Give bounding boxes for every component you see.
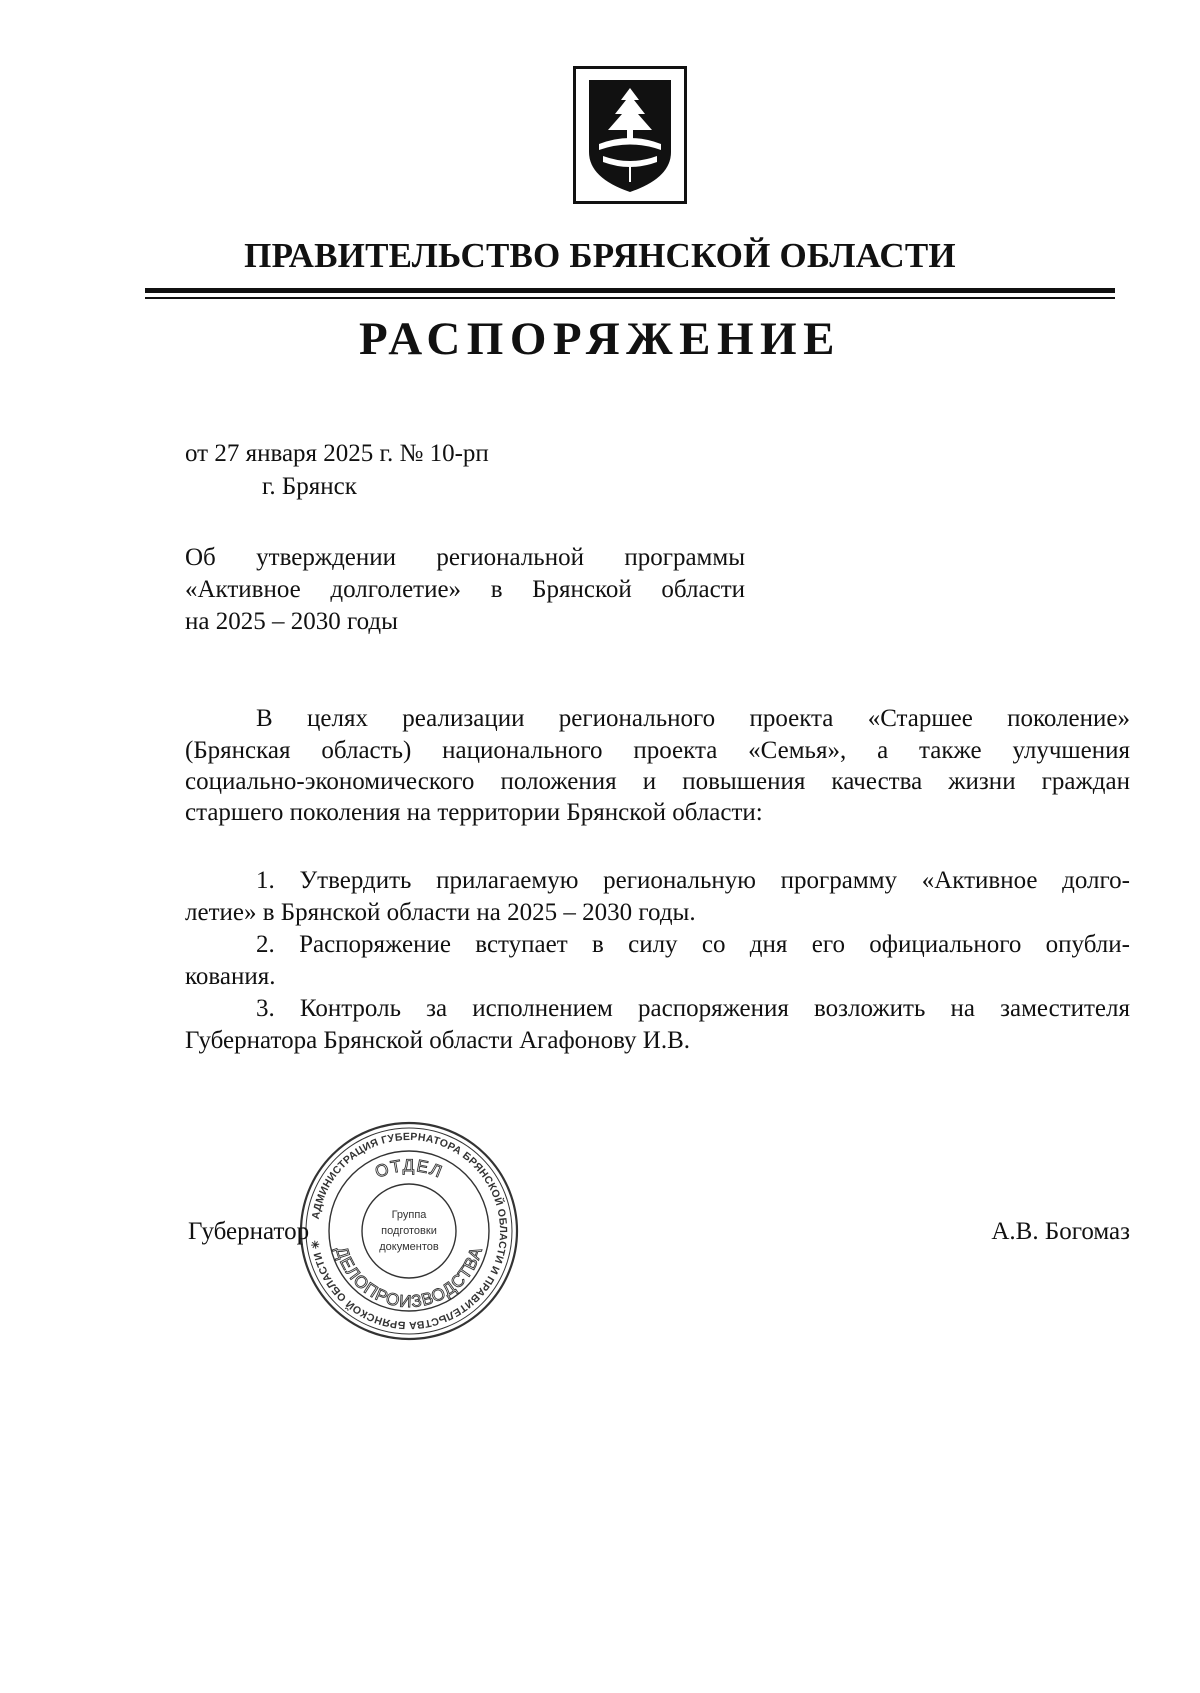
order-item-2-cont: кования.	[185, 963, 276, 990]
order-item-1-cont: летие» в Брянской области на 2025 – 2030 годы.	[185, 899, 696, 926]
order-item-3-cont: Губернатора Брянской области Агафонову И.В.	[185, 1027, 690, 1054]
signature-name: А.В. Богомаз	[991, 1218, 1130, 1245]
signature-title: Губернатор	[188, 1218, 310, 1245]
order-item-2: 2. Распоряжение вступает в силу со дня его официального опубли-	[256, 931, 1130, 958]
coat-of-arms-icon	[573, 66, 687, 204]
order-item-1: 1. Утвердить прилагаемую региональную программу «Активное долго-	[256, 867, 1130, 894]
stamp-department-text: ОТДЕЛ	[372, 1155, 446, 1182]
stamp-outer-text: АДМИНИСТРАЦИЯ ГУБЕРНАТОРА БРЯНСКОЙ ОБЛАСТИ И ПРАВИТЕЛЬСТВА БРЯНСКОЙ ОБЛАСТИ ✳	[309, 1130, 510, 1332]
subject-line: Об утверждении региональной программы	[185, 544, 745, 571]
header-rule-thin	[145, 297, 1115, 299]
intro-paragraph-line: социально-экономического положения и повышения качества жизни граждан	[185, 768, 1130, 795]
svg-text:подготовки: подготовки	[381, 1225, 437, 1237]
document-city: г. Брянск	[262, 473, 357, 500]
order-item-3: 3. Контроль за исполнением распоряжения возложить на заместителя	[256, 995, 1130, 1022]
intro-paragraph-line: старшего поколения на территории Брянской области:	[185, 799, 763, 826]
document-type-title: РАСПОРЯЖЕНИЕ	[359, 313, 841, 365]
subject-line: «Активное долголетие» в Брянской области	[185, 576, 745, 603]
round-stamp-icon	[298, 1120, 520, 1342]
organization-title: ПРАВИТЕЛЬСТВО БРЯНСКОЙ ОБЛАСТИ	[244, 236, 956, 275]
subject-line: на 2025 – 2030 годы	[185, 608, 398, 635]
document-date-number: от 27 января 2025 г. № 10-рп	[185, 440, 489, 467]
intro-paragraph-line: В целях реализации регионального проекта «Старшее поколение»	[256, 705, 1130, 732]
svg-text:Группа: Группа	[391, 1209, 427, 1221]
svg-text:документов: документов	[379, 1241, 439, 1253]
svg-text:ДЕЛОПРОИЗВОДСТВА: ДЕЛОПРОИЗВОДСТВА	[331, 1244, 487, 1312]
header-rule-thick	[145, 288, 1115, 293]
intro-paragraph-line: (Брянская область) национального проекта «Семья», а также улучшения	[185, 737, 1130, 764]
